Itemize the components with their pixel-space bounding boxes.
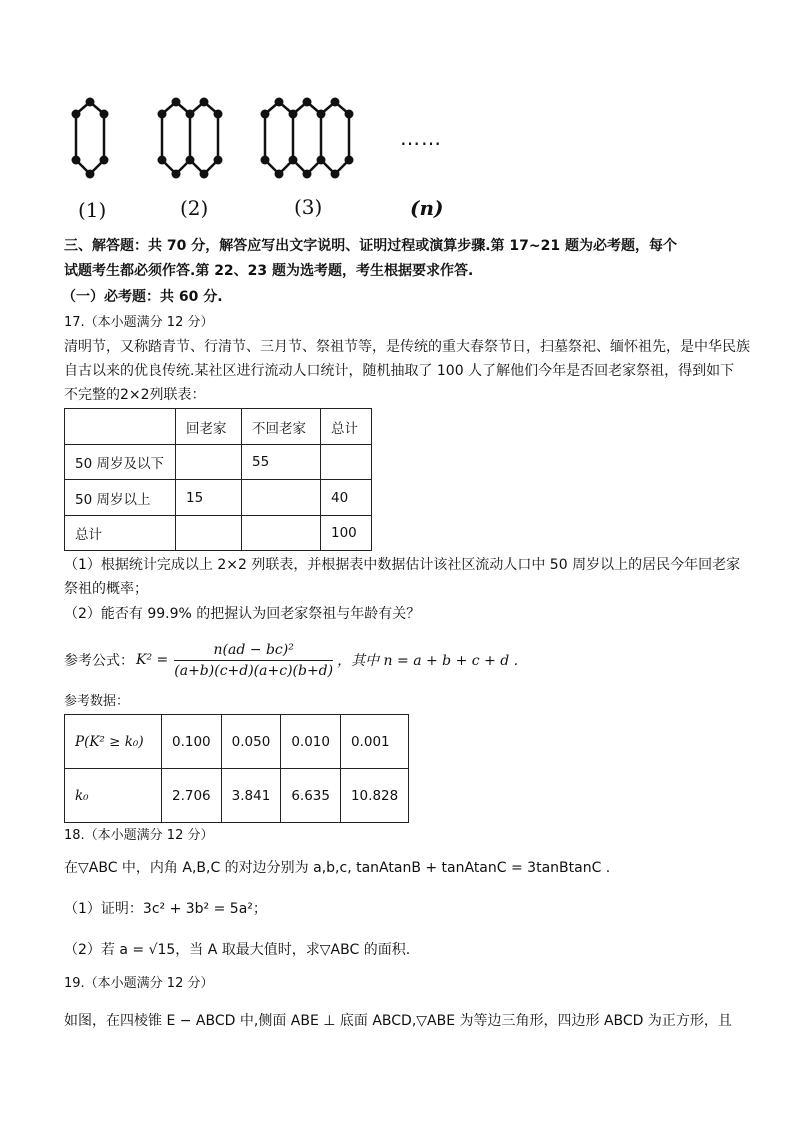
figure-label-2: (2) <box>180 196 209 220</box>
table-row <box>65 480 372 516</box>
table-row-head: k₀ <box>65 769 162 823</box>
table-cell: 0.010 <box>281 715 341 769</box>
section-heading-line1: 三、解答题：共 70 分，解答应写出文字说明、证明过程或演算步骤.第 17~21 题为必考题，每个 <box>64 238 677 254</box>
table-cell: 0.100 <box>162 715 222 769</box>
table-cell: 50 周岁以上 <box>65 480 176 516</box>
table-cell: 2.706 <box>162 769 222 823</box>
formula-label: 参考公式： <box>64 653 134 669</box>
table-cell: 10.828 <box>340 769 408 823</box>
table-cell <box>176 516 242 551</box>
table-cell <box>242 480 321 516</box>
table-header-row <box>65 409 372 445</box>
table-row <box>65 516 372 551</box>
figure-ellipsis: …… <box>400 126 442 150</box>
table-row <box>65 769 409 823</box>
table-cell <box>176 445 242 480</box>
q17-text-line3: 不完整的2×2列联表： <box>64 387 206 403</box>
table-cell <box>65 409 176 445</box>
table-header: 不回老家 <box>242 409 321 445</box>
q17-part2: （2）能否有 99.9% 的把握认为回老家祭祖与年龄有关？ <box>64 606 421 622</box>
table-cell: 3.841 <box>221 769 281 823</box>
formula-numerator: n(ad − bc)² <box>174 642 333 661</box>
table-row <box>65 445 372 480</box>
table-cell: 0.050 <box>221 715 281 769</box>
contingency-table <box>64 408 372 551</box>
q17-header: 17.（本小题满分 12 分） <box>64 315 214 330</box>
q17-part1-line1: （1）根据统计完成以上 2×2 列联表，并根据表中数据估计该社区流动人口中 50 周岁以上的居民今年回老家 <box>64 557 741 573</box>
hexagon-chain-3 <box>265 102 349 174</box>
table-cell: 6.635 <box>281 769 341 823</box>
table-row-head: P(K² ≥ k₀) <box>65 715 162 769</box>
q17-part1-line2: 祭祖的概率； <box>64 581 148 597</box>
figure-label-3: (3) <box>294 195 323 219</box>
table-cell: 100 <box>321 516 372 551</box>
table-cell: 40 <box>321 480 372 516</box>
q18-part1: （1）证明：3c² + 3b² = 5a²； <box>64 901 267 917</box>
formula-lhs: K² = <box>136 652 169 668</box>
q19-header: 19.（本小题满分 12 分） <box>64 976 214 991</box>
section-subheading: （一）必考题：共 60 分. <box>62 289 223 305</box>
q18-header: 18.（本小题满分 12 分） <box>64 828 214 843</box>
table-header: 回老家 <box>176 409 242 445</box>
q18-part2: （2）若 a = √15，当 A 取最大值时，求▽ABC 的面积. <box>64 942 411 958</box>
q17-text-line1: 清明节，又称踏青节、行清节、三月节、祭祖节等，是传统的重大春祭节日，扫墓祭祀、缅怀祖先，是中华民族 <box>64 339 750 355</box>
q19-text: 如图，在四棱锥 E − ABCD 中,侧面 ABE ⊥ 底面 ABCD,▽ABE 为等边三角形，四边形 ABCD 为正方形，且 <box>64 1013 732 1029</box>
table-cell: 15 <box>176 480 242 516</box>
section-heading-line2: 试题考生都必须作答.第 22、23 题为选考题，考生根据要求作答. <box>64 263 474 279</box>
formula-tail: ，其中 n = a + b + c + d . <box>337 653 519 669</box>
table-header: 总计 <box>321 409 372 445</box>
table-row <box>65 715 409 769</box>
reference-data-label: 参考数据： <box>64 694 130 709</box>
table-cell: 55 <box>242 445 321 480</box>
figure-label-1: (1) <box>78 198 107 222</box>
formula-denominator: (a+b)(c+d)(a+c)(b+d) <box>174 662 334 679</box>
table-cell: 总计 <box>65 516 176 551</box>
table-cell: 0.001 <box>340 715 408 769</box>
q18-text: 在▽ABC 中，内角 A,B,C 的对边分别为 a,b,c, tanAtanB + tanAtanC = 3tanBtanC . <box>64 860 611 876</box>
table-cell <box>242 516 321 551</box>
figure-label-n: (n) <box>410 196 444 220</box>
table-cell <box>321 445 372 480</box>
reference-formula <box>64 638 518 682</box>
reference-data-table <box>64 714 409 823</box>
formula-fraction <box>174 642 333 679</box>
table-cell: 50 周岁及以下 <box>65 445 176 480</box>
q17-text-line2: 自古以来的优良传统.某社区进行流动人口统计，随机抽取了 100 人了解他们今年是否回老家祭祖，得到如下 <box>64 363 735 379</box>
